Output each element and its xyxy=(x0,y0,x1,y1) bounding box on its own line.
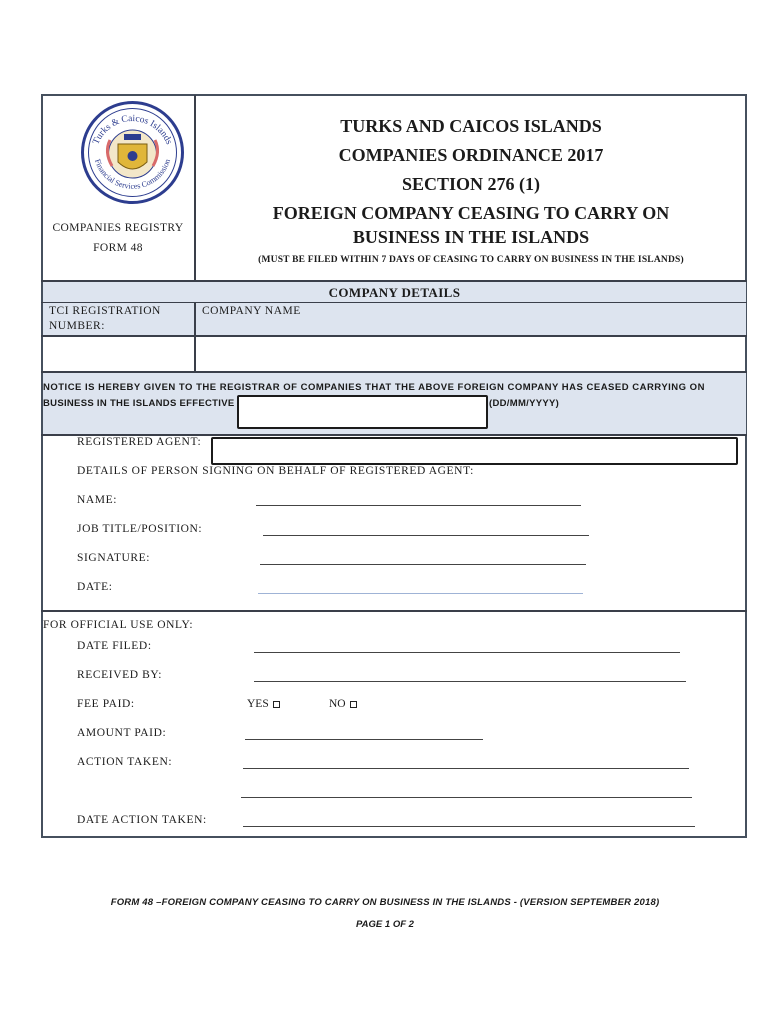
registry-label: COMPANIES REGISTRY xyxy=(52,222,184,234)
fee-yes-label: YES xyxy=(247,698,269,710)
date-action-line[interactable] xyxy=(243,826,695,827)
svg-text:Financial Services Commission xyxy=(93,158,172,191)
seal-text-top: Turks & Caicos Islands xyxy=(91,114,174,147)
signer-heading: DETAILS OF PERSON SIGNING ON BEHALF OF REGISTERED AGENT: xyxy=(77,465,474,477)
filing-deadline-note: (MUST BE FILED WITHIN 7 DAYS OF CEASING TO CARRY ON BUSINESS IN THE ISLANDS) xyxy=(258,255,684,265)
job-title-label: JOB TITLE/POSITION: xyxy=(77,523,203,535)
date-format-hint: (DD/MM/YYYY) xyxy=(489,398,560,409)
date-action-label: DATE ACTION TAKEN: xyxy=(77,814,207,826)
action-taken-label: ACTION TAKEN: xyxy=(77,756,173,768)
title-form-name-line1: FOREIGN COMPANY CEASING TO CARRY ON xyxy=(272,203,670,223)
notice-text-line1: NOTICE IS HEREBY GIVEN TO THE REGISTRAR OF COMPANIES THAT THE ABOVE FOREIGN COMPANY HAS CEASED CARRYING ON xyxy=(43,382,705,393)
title-ordinance: COMPANIES ORDINANCE 2017 xyxy=(338,145,604,165)
registered-agent-label: REGISTERED AGENT: xyxy=(77,436,202,448)
action-taken-line1[interactable] xyxy=(243,768,689,769)
fee-yes-checkbox[interactable] xyxy=(273,701,280,708)
title-form-name-line2: BUSINESS IN THE ISLANDS xyxy=(352,227,590,247)
reg-number-label-line1: TCI REGISTRATION xyxy=(49,305,161,317)
received-by-label: RECEIVED BY: xyxy=(77,669,163,681)
effective-date-input[interactable] xyxy=(237,395,488,429)
notice-text-line2: BUSINESS IN THE ISLANDS EFFECTIVE xyxy=(43,398,235,409)
company-name-field[interactable] xyxy=(196,337,746,371)
company-details-heading: COMPANY DETAILS xyxy=(328,285,461,300)
signer-date-line[interactable] xyxy=(258,593,583,594)
fee-no-label: NO xyxy=(329,698,346,710)
date-filed-label: DATE FILED: xyxy=(77,640,152,652)
registered-agent-input[interactable] xyxy=(211,437,738,465)
reg-number-label-line2: NUMBER: xyxy=(49,320,105,332)
amount-paid-line[interactable] xyxy=(245,739,483,740)
fee-no-option[interactable] xyxy=(329,698,357,710)
fsc-seal-logo xyxy=(80,100,185,205)
title-section: SECTION 276 (1) xyxy=(401,174,540,194)
fee-paid-label: FEE PAID: xyxy=(77,698,135,710)
job-title-line[interactable] xyxy=(263,535,589,536)
reg-number-field[interactable] xyxy=(43,337,194,371)
received-by-line[interactable] xyxy=(254,681,686,682)
signer-name-line[interactable] xyxy=(256,505,581,506)
action-taken-line2[interactable] xyxy=(241,797,692,798)
seal-text-bottom: Financial Services Commission xyxy=(92,157,173,191)
official-use-heading: FOR OFFICIAL USE ONLY: xyxy=(43,619,194,631)
amount-paid-label: AMOUNT PAID: xyxy=(77,727,167,739)
fee-yes-option[interactable] xyxy=(247,698,280,710)
signature-line[interactable] xyxy=(260,564,586,565)
form-caption: FORM 48 –FOREIGN COMPANY CEASING TO CARRY ON BUSINESS IN THE ISLANDS - (VERSION SEPTEMBER 2018) xyxy=(110,897,660,908)
signer-name-label: NAME: xyxy=(77,494,118,506)
company-name-label: COMPANY NAME xyxy=(202,305,301,317)
svg-text:Turks & Caicos Islands xyxy=(91,114,173,146)
date-filed-line[interactable] xyxy=(254,652,680,653)
signer-date-label: DATE: xyxy=(77,581,113,593)
fee-no-checkbox[interactable] xyxy=(350,701,357,708)
title-jurisdiction: TURKS AND CAICOS ISLANDS xyxy=(340,116,602,136)
agent-bottom-rule xyxy=(41,610,747,612)
form-number: FORM 48 xyxy=(93,242,143,254)
signature-label: SIGNATURE: xyxy=(77,552,151,564)
page-number: PAGE 1 OF 2 xyxy=(356,919,414,930)
